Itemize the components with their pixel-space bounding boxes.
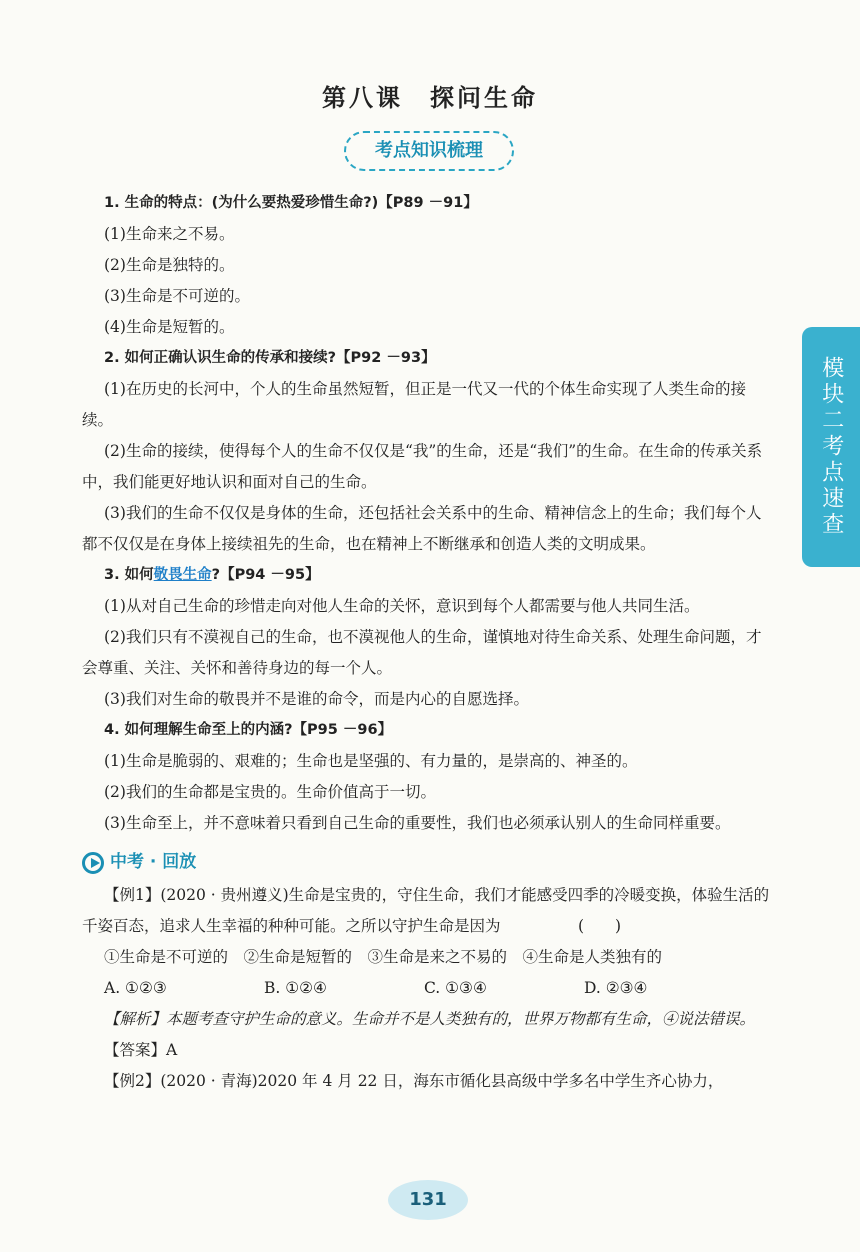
section-2-item: (2)生命的接续，使得每个人的生命不仅仅是“我”的生命，还是“我们”的生命。在生命的传承关系中，我们能更好地认识和面对自己的生命。 (82, 442, 763, 491)
section-1-item: (2)生命是独特的。 (104, 256, 235, 274)
example-2-question: 【例2】(2020 · 青海)2020 年 4 月 22 日，海东市循化县高级中学多名中学生齐心协力， (104, 1072, 724, 1090)
section-1-item: (4)生命是短暂的。 (104, 318, 235, 336)
section-4-heading: 4. 如何理解生命至上的内涵?【P95 －96】 (104, 722, 393, 738)
option-c: C. ①③④ (424, 979, 487, 997)
play-icon (82, 852, 104, 874)
section-badge: 考点知识梳理 (344, 131, 514, 171)
module-side-tab (802, 327, 860, 567)
section-3-heading-a: 3. 如何 (104, 567, 154, 583)
section-1-item: (1)生命来之不易。 (104, 225, 235, 243)
section-2-item: (1)在历史的长河中，个人的生命虽然短暂，但正是一代又一代的个体生命实现了人类生命的接续。 (82, 380, 746, 429)
section-2-item: (3)我们的生命不仅仅是身体的生命，还包括社会关系中的生命、精神信念上的生命；我们每个人都不仅仅是在身体上接续祖先的生命，也在精神上不断继承和创造人类的文明成果。 (82, 504, 762, 553)
section-3-heading-b: ?【P94 －95】 (211, 567, 320, 583)
section-2-heading: 2. 如何正确认识生命的传承和接续?【P92 －93】 (104, 350, 436, 366)
side-tab-line-2: 考点速查 (818, 434, 844, 538)
example-1-question: 【例1】(2020 · 贵州遵义)生命是宝贵的，守住生命，我们才能感受四季的冷暖变换，体验生活的千姿百态，追求人生幸福的种种可能。之所以守护生命是因为 ( ) (82, 886, 770, 935)
section-1-item: (3)生命是不可逆的。 (104, 287, 250, 305)
example-1-statements: ①生命是不可逆的 ②生命是短暂的 ③生命是来之不易的 ④生命是人类独有的 (104, 948, 663, 966)
section-1-heading: 1. 生命的特点：(为什么要热爱珍惜生命?)【P89 －91】 (104, 195, 478, 211)
page-title: 第八课 探问生命 (322, 83, 538, 112)
exam-replay-label: 中考 · 回放 (110, 852, 197, 872)
section-3-item: (1)从对自己生命的珍惜走向对他人生命的关怀，意识到每个人都需要与他人共同生活。 (104, 597, 700, 615)
example-1-answer: 【答案】A (104, 1041, 178, 1059)
exam-replay-header (82, 847, 772, 878)
section-3-item: (3)我们对生命的敬畏并不是谁的命令，而是内心的自愿选择。 (104, 690, 529, 708)
example-1-analysis: 【解析】本题考查守护生命的意义。生命并不是人类独有的，世界万物都有生命，④说法错误。 (104, 1010, 756, 1028)
example-1-options (82, 973, 772, 1004)
section-4-item: (1)生命是脆弱的、艰难的；生命也是坚强的、有力量的，是崇高的、神圣的。 (104, 752, 638, 770)
section-3-item: (2)我们只有不漠视自己的生命，也不漠视他人的生命，谨慎地对待生命关系、处理生命问题，才会尊重、关注、关怀和善待身边的每一个人。 (82, 628, 762, 677)
respect-life-link[interactable]: 敬畏生命 (153, 567, 212, 583)
section-4-item: (2)我们的生命都是宝贵的。生命价值高于一切。 (104, 783, 436, 801)
main-content (82, 188, 772, 1097)
page-number: 131 (388, 1180, 468, 1220)
side-tab-line-1: 模块二 (818, 356, 844, 434)
option-d: D. ②③④ (584, 979, 648, 997)
option-a: A. ①②③ (104, 979, 167, 997)
option-b: B. ①②④ (264, 979, 327, 997)
section-3-heading (82, 560, 772, 591)
section-4-item: (3)生命至上，并不意味着只看到自己生命的重要性，我们也必须承认别人的生命同样重要。 (104, 814, 731, 832)
